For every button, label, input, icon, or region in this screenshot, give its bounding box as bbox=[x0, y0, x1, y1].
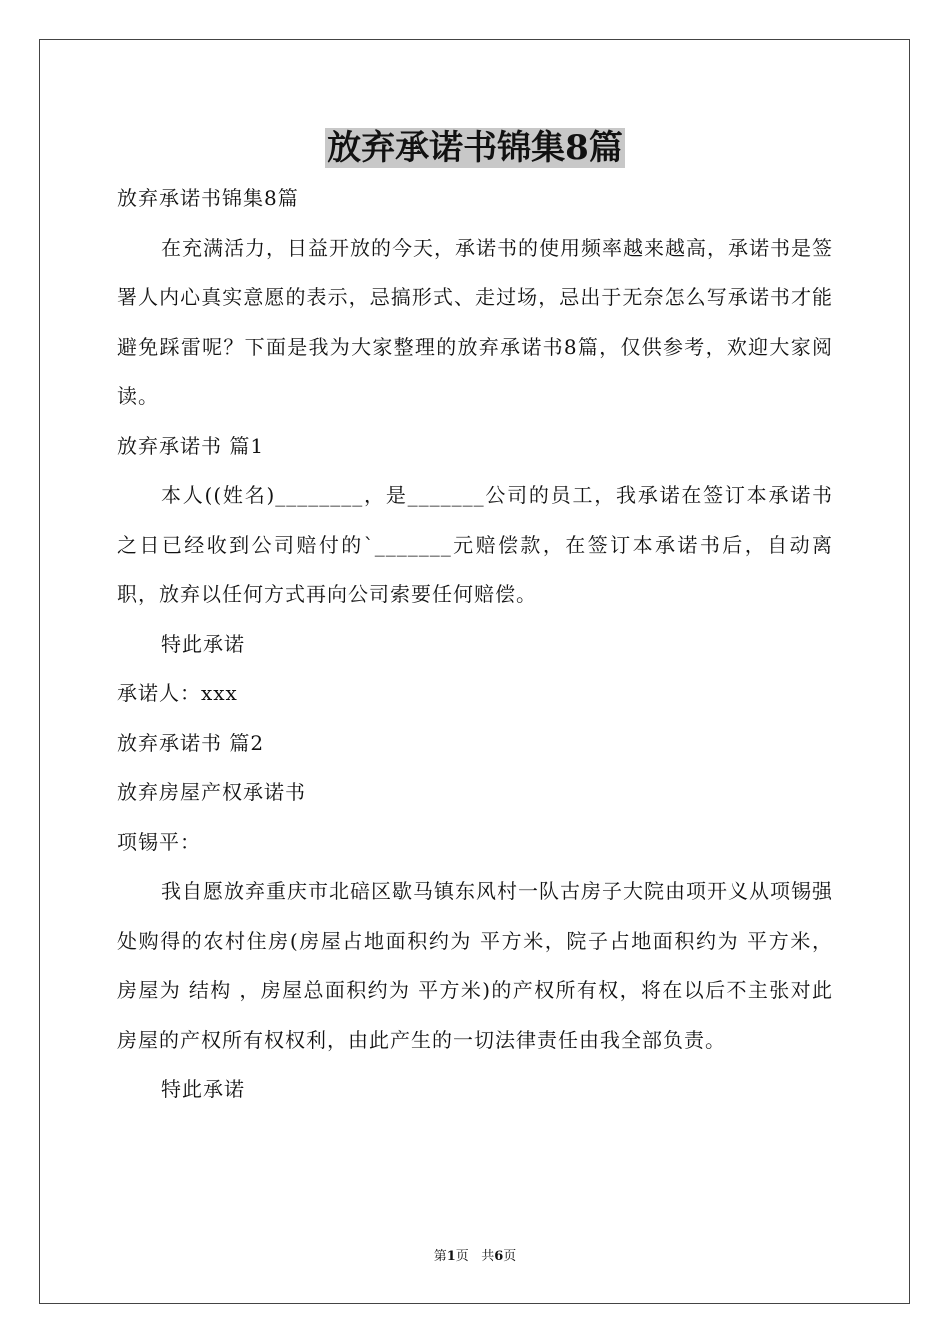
document-title-text: 放弃承诺书锦集8篇 bbox=[327, 128, 623, 168]
paragraph-subtitle: 放弃承诺书锦集8篇 bbox=[117, 186, 299, 210]
footer-page-total: 6 bbox=[494, 1249, 504, 1264]
paragraph-section1-signatory: 承诺人：xxx bbox=[117, 681, 238, 705]
section-heading-2: 放弃承诺书 篇2 bbox=[117, 730, 265, 755]
paragraph-section2-title: 放弃房屋产权承诺书 bbox=[117, 780, 306, 804]
footer-page-current: 1 bbox=[446, 1249, 456, 1264]
footer-total-suffix: 页 bbox=[503, 1249, 517, 1264]
document-title bbox=[0, 126, 950, 170]
document-body bbox=[117, 174, 833, 1115]
paragraph-section1-body: 本人((姓名)________，是_______公司的员工，我承诺在签订本承诺书之日已经收到公司赔付的`_______元赔偿款，在签订本承诺书后，自动离职，放弃以任何方式再向公司索要任何赔偿。 bbox=[117, 483, 833, 606]
paragraph-section2-addressee: 项锡平： bbox=[117, 829, 201, 854]
footer-page-suffix: 页 bbox=[455, 1249, 469, 1264]
section-heading-1: 放弃承诺书 篇1 bbox=[117, 433, 265, 458]
footer-total-prefix: 共 bbox=[481, 1249, 495, 1264]
paragraph-section1-closing: 特此承诺 bbox=[161, 631, 245, 656]
page-footer bbox=[0, 1248, 950, 1266]
paragraph-section2-closing: 特此承诺 bbox=[161, 1077, 245, 1101]
footer-page-prefix: 第 bbox=[433, 1249, 447, 1264]
paragraph-intro: 在充满活力，日益开放的今天，承诺书的使用频率越来越高，承诺书是签署人内心真实意愿的表示，忌搞形式、走过场，忌出于无奈怎么写承诺书才能避免踩雷呢？下面是我为大家整理的放弃承诺书8篇，仅供参考，欢迎大家阅读。 bbox=[117, 235, 833, 408]
paragraph-section2-body: 我自愿放弃重庆市北碚区歇马镇东风村一队古房子大院由项开义从项锡强处购得的农村住房(房屋占地面积约为 平方米，院子占地面积约为 平方米，房屋为 结构 ，房屋总面积约为 平方米)的产权所有权，将在以后不主张对此房屋的产权所有权权利，由此产生的一切法律责任由我全部负责。 bbox=[117, 879, 833, 1052]
